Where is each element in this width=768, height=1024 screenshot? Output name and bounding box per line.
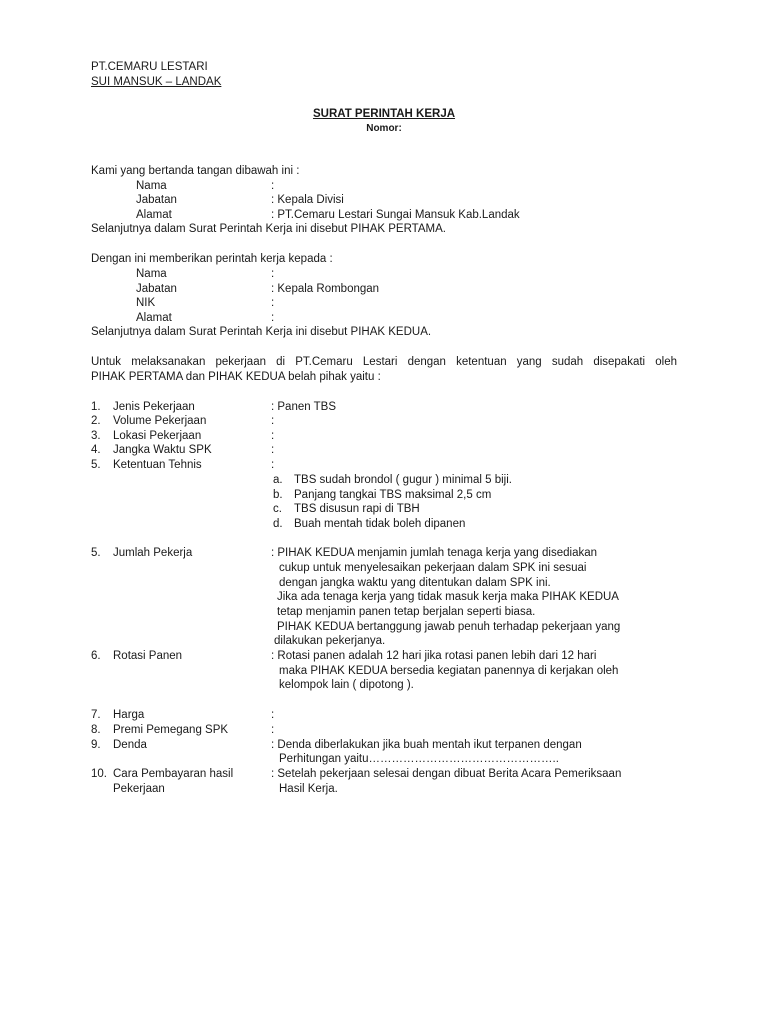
item-number: 7. (91, 709, 101, 721)
technical-text: Buah mentah tidak boleh dipanen (294, 518, 466, 530)
party2-field-value: : Kepala Rombongan (271, 283, 380, 295)
item-label: Ketentuan Tehnis (113, 459, 202, 471)
item-text-line: dengan jangka waktu yang ditentukan dalam SPK ini. (279, 577, 551, 589)
document-number: Nomor: (366, 123, 402, 134)
item-label: Jenis Pekerjaan (113, 401, 195, 413)
party2-field-value: : (271, 268, 275, 280)
item-value: : (271, 724, 275, 736)
item-text-line: kelompok lain ( dipotong ). (279, 679, 414, 691)
item-label: Lokasi Pekerjaan (113, 430, 202, 442)
party1-field-label: Nama (136, 180, 167, 192)
technical-letter: d. (273, 518, 283, 530)
item-number: 3. (91, 430, 101, 442)
item-label: Jangka Waktu SPK (113, 444, 212, 456)
item-label: Rotasi Panen (113, 650, 183, 662)
item-number: 6. (91, 650, 101, 662)
party1-field-value: : Kepala Divisi (271, 194, 344, 206)
item-text-line: PIHAK KEDUA bertanggung jawab penuh terhadap pekerjaan yang (277, 621, 621, 633)
party1-field-label: Alamat (136, 209, 172, 221)
item-label: Premi Pemegang SPK (113, 724, 229, 736)
company-name: PT.CEMARU LESTARI (91, 61, 208, 73)
item-text-line: maka PIHAK KEDUA bersedia kegiatan panennya di kerjakan oleh (279, 665, 619, 677)
party1-closing: Selanjutnya dalam Surat Perintah Kerja ini disebut PIHAK PERTAMA. (91, 223, 446, 235)
party2-field-label: Nama (136, 268, 167, 280)
technical-letter: b. (273, 489, 283, 501)
party2-field-value: : (271, 297, 275, 309)
party2-field-label: NIK (136, 297, 156, 309)
party1-intro: Kami yang bertanda tangan dibawah ini : (91, 165, 300, 177)
item-value: : (271, 415, 275, 427)
item-label: Jumlah Pekerja (113, 547, 193, 559)
item-value: : (271, 444, 275, 456)
item-text-line: : Setelah pekerjaan selesai dengan dibuat Berita Acara Pemeriksaan (271, 768, 622, 780)
item-text-line: : Rotasi panen adalah 12 hari jika rotasi panen lebih dari 12 hari (271, 650, 597, 662)
item-text-line: dilakukan pekerjanya. (274, 635, 386, 647)
technical-letter: c. (273, 503, 282, 515)
party2-intro: Dengan ini memberikan perintah kerja kepada : (91, 253, 333, 265)
item-number: 2. (91, 415, 101, 427)
item-text-line: : Denda diberlakukan jika buah mentah ikut terpanen dengan (271, 739, 582, 751)
technical-text: Panjang tangkai TBS maksimal 2,5 cm (294, 489, 492, 501)
item-label: Cara Pembayaran hasil (113, 768, 234, 780)
item-text-line: Jika ada tenaga kerja yang tidak masuk kerja maka PIHAK KEDUA (277, 591, 619, 603)
item-label: Harga (113, 709, 145, 721)
document-title: SURAT PERINTAH KERJA (312, 108, 456, 120)
item-number: 5. (91, 547, 101, 559)
party2-field-label: Jabatan (136, 283, 177, 295)
item-text-line: tetap menjamin panen tetap berjalan seperti biasa. (277, 606, 536, 618)
item-text-line: Hasil Kerja. (279, 783, 338, 795)
technical-text: TBS disusun rapi di TBH (294, 503, 420, 515)
item-number: 9. (91, 739, 101, 751)
agreement-line: Untuk melaksanakan pekerjaan di PT.Cemaru Lestari dengan ketentuan yang sudah disepakati oleh (91, 356, 677, 368)
technical-letter: a. (273, 474, 283, 486)
item-value: : (271, 430, 275, 442)
party1-field-value: : (271, 180, 275, 192)
item-text-line: : PIHAK KEDUA menjamin jumlah tenaga kerja yang disediakan (271, 547, 598, 559)
item-label: Denda (113, 739, 147, 751)
item-label: Pekerjaan (113, 783, 165, 795)
item-number: 5. (91, 459, 101, 471)
item-label: Volume Pekerjaan (113, 415, 207, 427)
item-value: : (271, 459, 275, 471)
party2-closing: Selanjutnya dalam Surat Perintah Kerja ini disebut PIHAK KEDUA. (91, 326, 432, 338)
item-text-line: Perhitungan yaitu………………………………………….. (279, 753, 559, 765)
item-number: 10. (91, 768, 107, 780)
party2-field-value: : (271, 312, 275, 324)
party1-field-label: Jabatan (136, 194, 177, 206)
item-number: 4. (91, 444, 101, 456)
item-value: : (271, 709, 275, 721)
item-number: 8. (91, 724, 101, 736)
party2-field-label: Alamat (136, 312, 172, 324)
technical-text: TBS sudah brondol ( gugur ) minimal 5 biji. (294, 474, 512, 486)
item-number: 1. (91, 401, 101, 413)
party1-field-value: : PT.Cemaru Lestari Sungai Mansuk Kab.Landak (271, 209, 520, 221)
agreement-line: PIHAK PERTAMA dan PIHAK KEDUA belah pihak yaitu : (91, 371, 381, 383)
item-text-line: cukup untuk menyelesaikan pekerjaan dalam SPK ini sesuai (279, 562, 587, 574)
company-location: SUI MANSUK – LANDAK (91, 76, 222, 88)
item-value: : Panen TBS (271, 401, 336, 413)
